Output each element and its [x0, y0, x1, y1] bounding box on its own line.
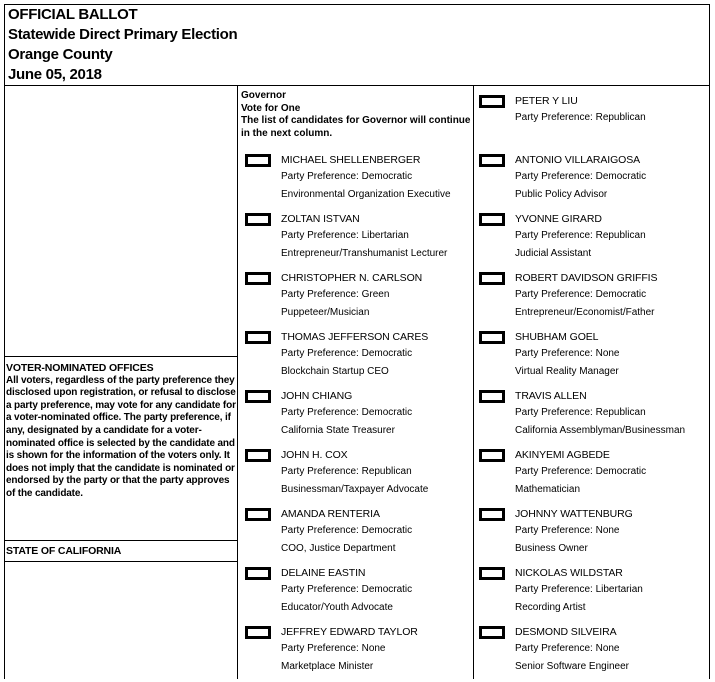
candidate-occupation: Business Owner: [515, 543, 588, 554]
candidate-name: JOHNNY WATTENBURG: [515, 508, 633, 520]
vote-target[interactable]: [479, 154, 505, 167]
section-divider: [4, 540, 237, 541]
column-divider-2: [473, 86, 474, 679]
ballot-title: OFFICIAL BALLOT: [8, 6, 138, 23]
candidate-name: ROBERT DAVIDSON GRIFFIS: [515, 272, 658, 284]
vote-target[interactable]: [479, 213, 505, 226]
candidate-occupation: Entrepreneur/Economist/Father: [515, 307, 655, 318]
candidate-occupation: Recording Artist: [515, 602, 586, 613]
vote-target[interactable]: [479, 449, 505, 462]
candidate-name: MICHAEL SHELLENBERGER: [281, 154, 421, 166]
candidate-name: ZOLTAN ISTVAN: [281, 213, 360, 225]
candidate-party: Party Preference: Libertarian: [281, 230, 409, 241]
election-name: Statewide Direct Primary Election: [8, 26, 238, 43]
candidate-name: THOMAS JEFFERSON CARES: [281, 331, 429, 343]
candidate-occupation: Puppeteer/Musician: [281, 307, 370, 318]
vote-target[interactable]: [479, 95, 505, 108]
candidate-party: Party Preference: Democratic: [515, 289, 647, 300]
ballot-header: [4, 4, 710, 86]
candidate-occupation: Marketplace Minister: [281, 661, 374, 672]
vote-target[interactable]: [479, 331, 505, 344]
candidate-party: Party Preference: Democratic: [281, 348, 413, 359]
candidate-name: SHUBHAM GOEL: [515, 331, 599, 343]
vote-target[interactable]: [479, 567, 505, 580]
vote-target[interactable]: [245, 508, 271, 521]
candidate-party: Party Preference: Republican: [515, 407, 646, 418]
candidate-name: TRAVIS ALLEN: [515, 390, 587, 402]
candidate-party: Party Preference: Green: [281, 289, 390, 300]
candidate-name: JEFFREY EDWARD TAYLOR: [281, 626, 418, 638]
section-divider: [4, 356, 237, 357]
candidate-name: AMANDA RENTERIA: [281, 508, 380, 520]
candidate-occupation: California State Treasurer: [281, 425, 395, 436]
candidate-party: Party Preference: Democratic: [515, 171, 647, 182]
candidate-occupation: Businessman/Taxpayer Advocate: [281, 484, 429, 495]
candidate-party: Party Preference: None: [515, 348, 620, 359]
candidate-name: PETER Y LIU: [515, 95, 578, 107]
candidate-party: Party Preference: Democratic: [281, 584, 413, 595]
candidate-party: Party Preference: Republican: [515, 112, 646, 123]
vote-target[interactable]: [245, 213, 271, 226]
vote-target[interactable]: [479, 390, 505, 403]
candidate-name: JOHN H. COX: [281, 449, 348, 461]
candidate-party: Party Preference: Democratic: [515, 466, 647, 477]
candidate-party: Party Preference: Republican: [515, 230, 646, 241]
candidate-occupation: COO, Justice Department: [281, 543, 396, 554]
candidate-name: DESMOND SILVEIRA: [515, 626, 617, 638]
voter-nominated-notice: [6, 362, 236, 501]
candidate-party: Party Preference: Libertarian: [515, 584, 643, 595]
vote-target[interactable]: [245, 154, 271, 167]
candidate-name: YVONNE GIRARD: [515, 213, 602, 225]
candidate-name: AKINYEMI AGBEDE: [515, 449, 610, 461]
vote-target[interactable]: [245, 449, 271, 462]
vote-target[interactable]: [245, 390, 271, 403]
vote-target[interactable]: [479, 508, 505, 521]
vote-target[interactable]: [245, 567, 271, 580]
vote-target[interactable]: [245, 272, 271, 285]
voter-nominated-title: VOTER-NOMINATED OFFICES: [6, 362, 154, 374]
candidate-party: Party Preference: None: [515, 525, 620, 536]
candidate-occupation: Blockchain Startup CEO: [281, 366, 389, 377]
candidate-party: Party Preference: Democratic: [281, 407, 413, 418]
candidate-party: Party Preference: Republican: [281, 466, 412, 477]
vote-target[interactable]: [479, 626, 505, 639]
column-divider-1: [237, 86, 238, 679]
vote-target[interactable]: [479, 272, 505, 285]
candidate-party: Party Preference: None: [281, 643, 386, 654]
candidate-occupation: Public Policy Advisor: [515, 189, 608, 200]
candidate-occupation: Entrepreneur/Transhumanist Lecturer: [281, 248, 448, 259]
contest-note: The list of candidates for Governor will continue in the next column.: [241, 115, 471, 139]
candidate-occupation: Judicial Assistant: [515, 248, 592, 259]
candidate-occupation: Educator/Youth Advocate: [281, 602, 393, 613]
candidate-occupation: Senior Software Engineer: [515, 661, 629, 672]
candidate-party: Party Preference: Democratic: [281, 171, 413, 182]
candidate-name: DELAINE EASTIN: [281, 567, 366, 579]
candidate-occupation: California Assemblyman/Businessman: [515, 425, 686, 436]
candidate-party: Party Preference: None: [515, 643, 620, 654]
candidate-name: JOHN CHIANG: [281, 390, 353, 402]
county-name: Orange County: [8, 46, 113, 63]
contest-title: Governor: [241, 90, 287, 101]
election-date: June 05, 2018: [8, 66, 102, 83]
vote-target[interactable]: [245, 626, 271, 639]
candidate-occupation: Environmental Organization Executive: [281, 189, 451, 200]
section-divider: [4, 561, 237, 562]
contest-vote-for: Vote for One: [241, 102, 301, 114]
candidate-occupation: Virtual Reality Manager: [515, 366, 619, 377]
voter-nominated-text: All voters, regardless of the party preference they disclosed upon registration, or refusal to disclose a party preference, may vote for any candidate for a voter-nominated office. The party preference, if any, designated by a candidate for a voter-nominated office is selected by the candidate and is shown for the information of the voters only. It does not imply that the candidate is nominated or endorsed by the party or that the party approves of the candidate.: [6, 374, 236, 499]
candidate-party: Party Preference: Democratic: [281, 525, 413, 536]
vote-target[interactable]: [245, 331, 271, 344]
candidate-name: ANTONIO VILLARAIGOSA: [515, 154, 641, 166]
candidate-occupation: Mathematician: [515, 484, 581, 495]
candidate-name: NICKOLAS WILDSTAR: [515, 567, 623, 579]
contest-header: [241, 90, 471, 140]
state-label: STATE OF CALIFORNIA: [6, 545, 122, 557]
candidate-name: CHRISTOPHER N. CARLSON: [281, 272, 423, 284]
